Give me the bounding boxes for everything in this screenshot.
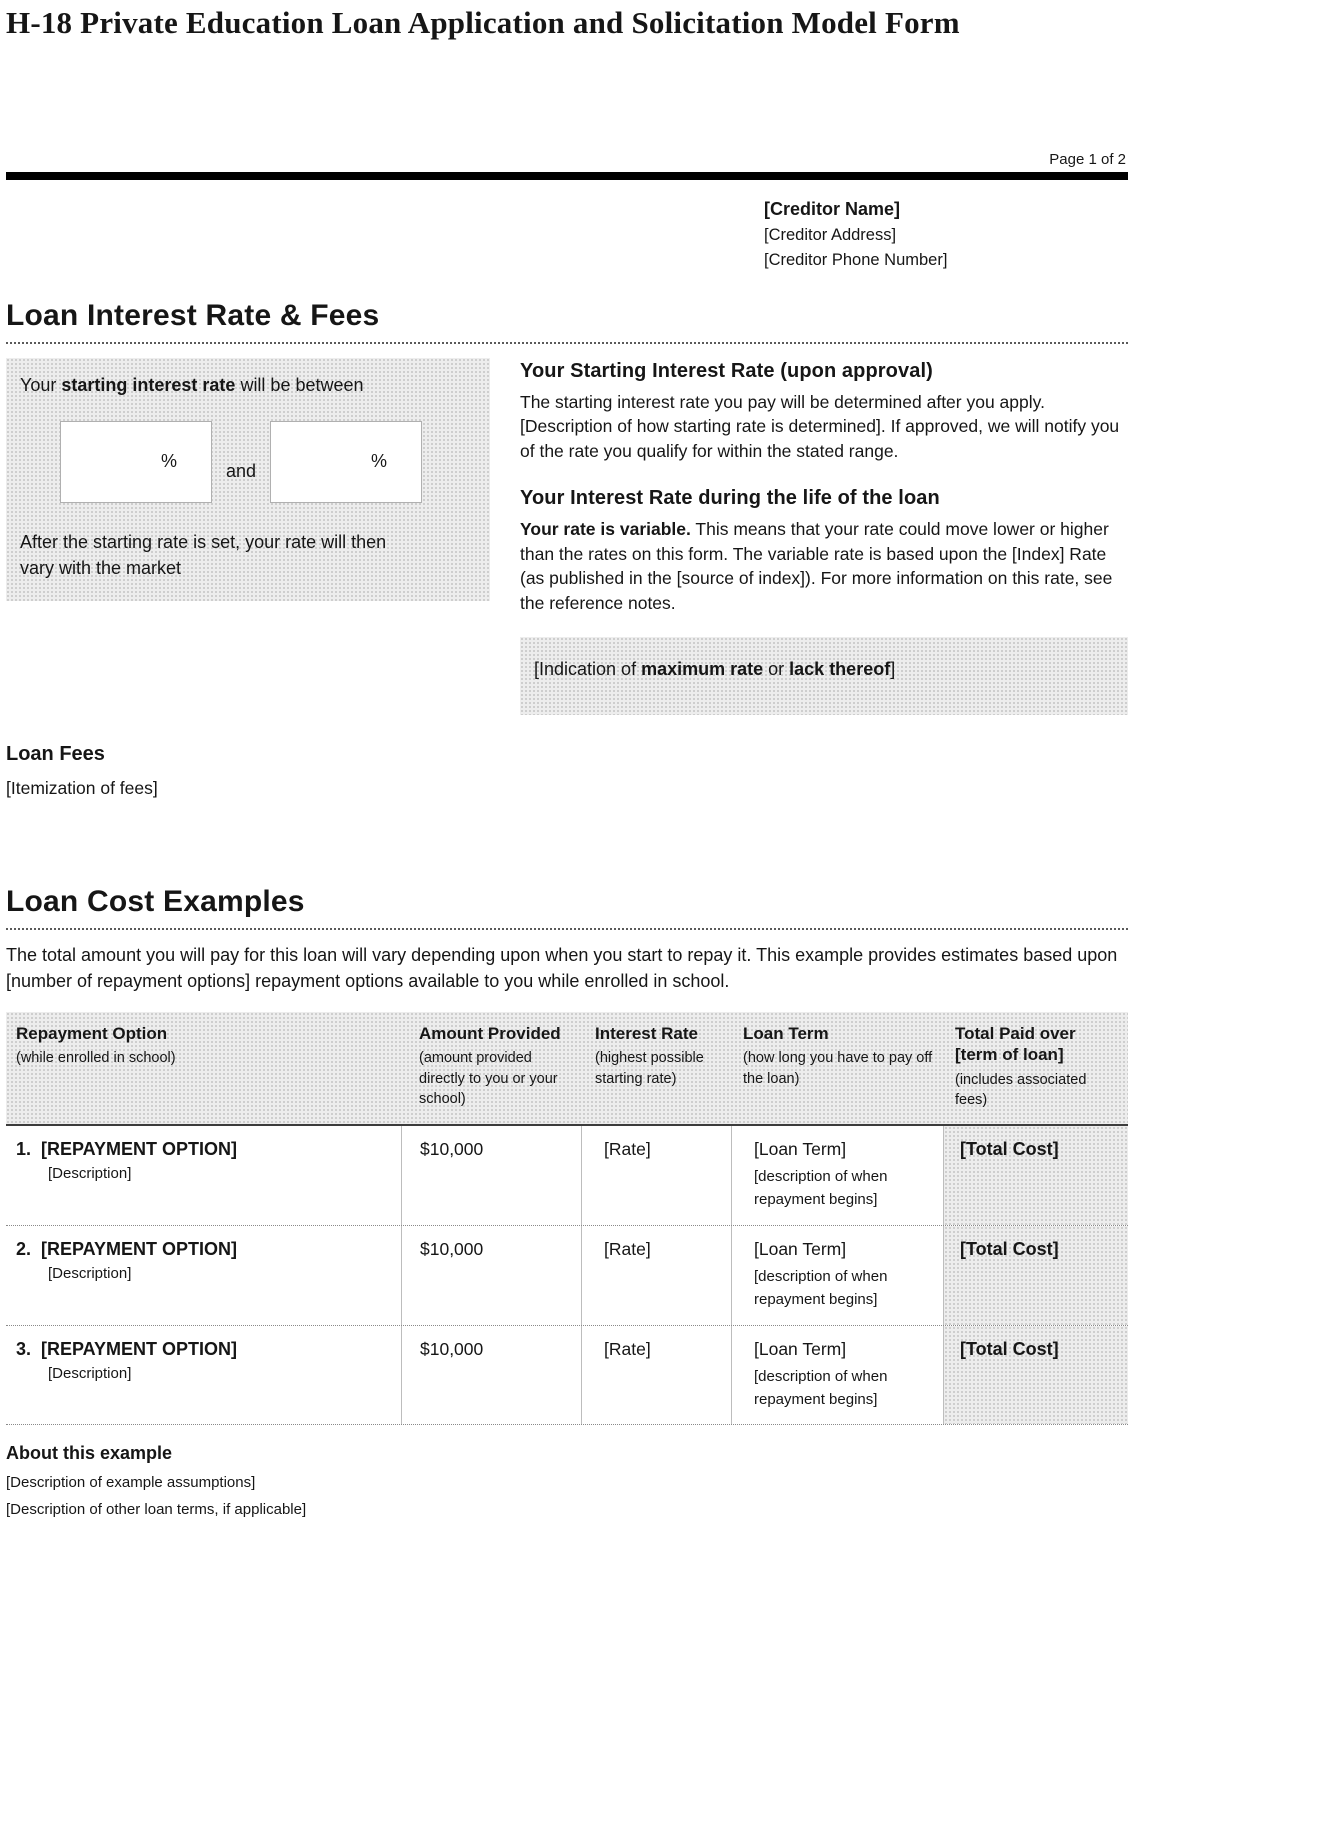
divider-rule [6, 172, 1128, 180]
repayment-table [6, 1012, 1128, 1425]
percent-sign: % [371, 451, 388, 472]
rate-range-footer: After the starting rate is set, your rate will then vary with the market [20, 531, 387, 578]
amount-provided-cell: $10,000 [401, 1326, 581, 1425]
creditor-address: [Creditor Address] [764, 226, 897, 244]
option-name: [REPAYMENT OPTION] [41, 1139, 238, 1160]
about-example-heading: About this example [6, 1443, 173, 1464]
max-rate-notice: [Indication of maximum rate or lack thereof] [520, 637, 1128, 715]
term-description: [description of when repayment begins] [754, 1367, 888, 1408]
doc-title: H-18 Private Education Loan Application and Solicitation Model Form [6, 5, 960, 40]
loan-fees-heading: Loan Fees [6, 743, 105, 765]
rate-range-intro: Your starting interest rate will be between [20, 374, 364, 395]
repayment-option-cell [6, 1126, 401, 1225]
loan-term-cell: [Loan Term] [description of when repayment begins] [731, 1126, 943, 1225]
percent-sign: % [160, 451, 177, 472]
rate-details-column [520, 358, 1128, 716]
repayment-table-header [6, 1012, 1128, 1126]
option-description: [Description] [48, 1265, 132, 1283]
loan-cost-examples-heading: Loan Cost Examples [6, 885, 1128, 930]
low-rate-box [60, 421, 212, 503]
col-header-total-paid: Total Paid over [term of loan] (includes associated fees) [955, 1024, 1087, 1108]
loan-fees-body: [Itemization of fees] [6, 778, 158, 798]
option-description: [Description] [48, 1165, 132, 1183]
option-name: [REPAYMENT OPTION] [41, 1338, 238, 1359]
starting-rate-body: The starting interest rate you pay will be determined after you apply. [Description of how starting rate is determined]. If approved, we will notify you of the rate you qualify for within the stated range. [520, 391, 1120, 461]
term-description: [description of when repayment begins] [754, 1168, 888, 1209]
repayment-option-cell [6, 1326, 401, 1425]
creditor-name: [Creditor Name] [764, 199, 901, 219]
amount-provided-cell: $10,000 [401, 1226, 581, 1325]
table-row [6, 1126, 1128, 1225]
col-header-amount-provided: Amount Provided (amount provided directly to you or your school) [419, 1024, 561, 1107]
row-number: 1. [16, 1139, 32, 1160]
about-example-line2: [Description of other loan terms, if applicable] [6, 1501, 307, 1519]
total-cost-cell: [Total Cost] [943, 1126, 1128, 1225]
col-header-interest-rate: Interest Rate (highest possible starting rate) [595, 1024, 704, 1087]
amount-provided-cell: $10,000 [401, 1126, 581, 1225]
table-row [6, 1225, 1128, 1325]
about-example-line1: [Description of example assumptions] [6, 1474, 256, 1492]
table-row [6, 1325, 1128, 1425]
interest-rate-cell: [Rate] [581, 1226, 731, 1325]
high-rate-box [270, 421, 422, 503]
loan-term-cell: [Loan Term] [description of when repayment begins] [731, 1226, 943, 1325]
option-description: [Description] [48, 1364, 132, 1382]
total-cost-cell: [Total Cost] [943, 1226, 1128, 1325]
cost-examples-intro: The total amount you will pay for this loan will vary depending upon when you start to repay it. This example provides estimates based upon [number of repayment options] repayment options available to you while enrolled in school. [6, 945, 1118, 991]
interest-rate-columns [6, 358, 1128, 716]
loan-fees-block [6, 743, 1128, 799]
page-number: Page 1 of 2 [1049, 151, 1126, 168]
interest-rate-fees-heading: Loan Interest Rate & Fees [6, 299, 1128, 344]
rate-range-box [6, 358, 490, 602]
term-description: [description of when repayment begins] [754, 1268, 888, 1309]
life-rate-heading: Your Interest Rate during the life of the loan [520, 487, 940, 509]
life-rate-body: Your rate is variable. This means that your rate could move lower or higher than the rates on this form. The variable rate is based upon the [Index] Rate (as published in the [source of index]). For more information on this rate, see the reference notes. [520, 519, 1113, 613]
col-header-repayment-option: Repayment Option (while enrolled in school) [16, 1024, 176, 1067]
total-cost-cell: [Total Cost] [943, 1326, 1128, 1425]
life-rate-block [520, 487, 1128, 615]
about-example-block [6, 1443, 1128, 1518]
row-number: 2. [16, 1239, 32, 1260]
loan-term-cell: [Loan Term] [description of when repayment begins] [731, 1326, 943, 1425]
col-header-loan-term: Loan Term (how long you have to pay off the loan) [743, 1024, 933, 1087]
repayment-option-cell [6, 1226, 401, 1325]
row-number: 3. [16, 1338, 32, 1359]
creditor-phone: [Creditor Phone Number] [764, 250, 948, 269]
and-label: and [226, 461, 257, 482]
interest-rate-cell: [Rate] [581, 1126, 731, 1225]
rate-range-inputs [60, 421, 476, 503]
option-name: [REPAYMENT OPTION] [41, 1239, 238, 1260]
interest-rate-cell: [Rate] [581, 1326, 731, 1425]
starting-rate-heading: Your Starting Interest Rate (upon approval) [520, 359, 933, 382]
creditor-block [764, 196, 1128, 273]
